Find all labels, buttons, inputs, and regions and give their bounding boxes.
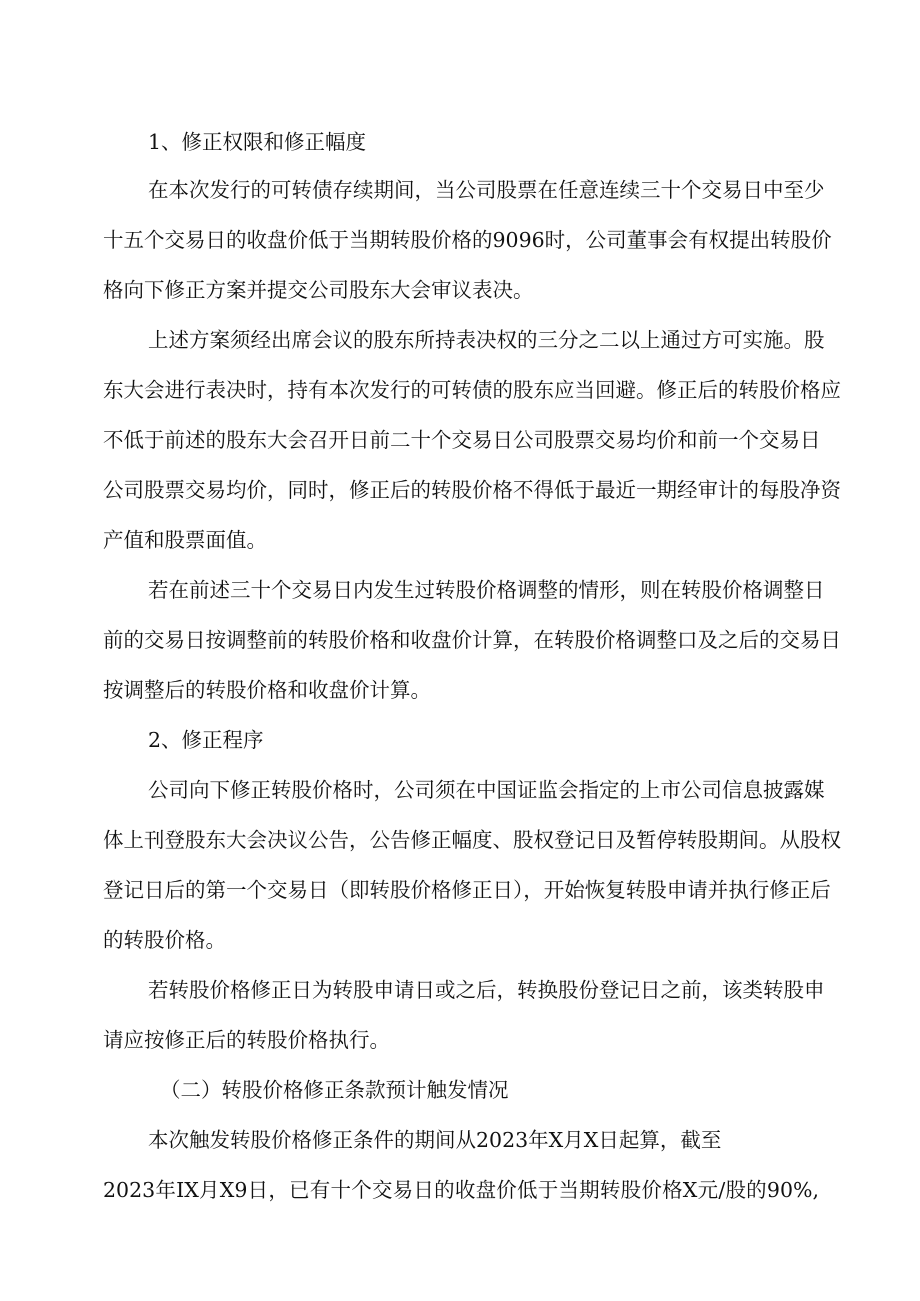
paragraph-line: 2023年IX月X9日，已有十个交易日的收盘价低于当期转股价格X元/股的90%, [103,1178,819,1202]
paragraph-line: 登记日后的第一个交易日（即转股价格修正日），开始恢复转股申请并执行修正后 [103,878,831,902]
paragraph-line: 按调整后的转股价格和收盘价计算。 [103,678,431,702]
paragraph-line: 的转股价格。 [103,928,226,952]
paragraph-line: 格向下修正方案并提交公司股东大会审议表决。 [103,278,534,302]
paragraph-line: 公司股票交易均价，同时，修正后的转股价格不得低于最近一期经审计的每股净资 [103,478,841,502]
paragraph-line: 东大会进行表决时，持有本次发行的可转债的股东应当回避。修正后的转股价格应 [103,378,841,402]
subsection-heading: （二）转股价格修正条款预计触发情况 [160,1078,509,1102]
paragraph-line: 产值和股票面值。 [103,528,267,552]
paragraph-line: 请应按修正后的转股价格执行。 [103,1028,390,1052]
paragraph-line: 在本次发行的可转债存续期间，当公司股票在任意连续三十个交易日中至少 [148,178,825,202]
paragraph-line: 若在前述三十个交易日内发生过转股价格调整的情形，则在转股价格调整日 [148,578,825,602]
paragraph-line: 上述方案须经出席会议的股东所持表决权的三分之二以上通过方可实施。股 [148,328,825,352]
paragraph-line: 公司向下修正转股价格时，公司须在中国证监会指定的上市公司信息披露媒 [148,778,825,802]
paragraph-line: 若转股价格修正日为转股申请日或之后，转换股份登记日之前，该类转股申 [148,978,825,1002]
section-heading-1: 1、修正权限和修正幅度 [148,130,367,154]
paragraph-line: 不低于前述的股东大会召开日前二十个交易日公司股票交易均价和前一个交易日 [103,428,821,452]
paragraph-line: 十五个交易日的收盘价低于当期转股价格的9096时，公司董事会有权提出转股价 [103,228,832,252]
paragraph-line: 体上刊登股东大会决议公告，公告修正幅度、股权登记日及暂停转股期间。从股权 [103,828,841,852]
paragraph-line: 前的交易日按调整前的转股价格和收盘价计算，在转股价格调整口及之后的交易日 [103,628,841,652]
paragraph-line: 本次触发转股价格修正条件的期间从2023年X月X日起算，截至 [148,1128,722,1152]
section-heading-2: 2、修正程序 [148,728,264,752]
